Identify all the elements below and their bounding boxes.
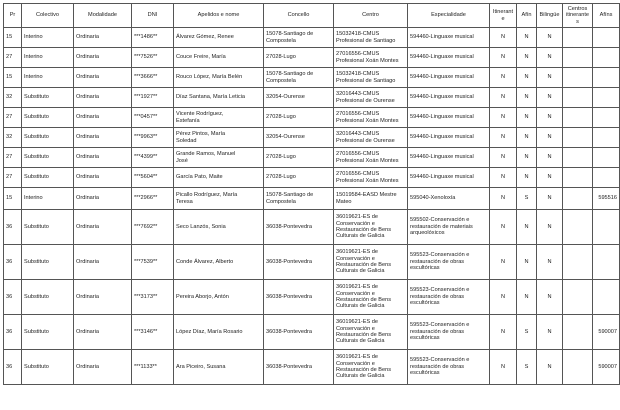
header-apelidos-nome: Apelidos e nome (174, 4, 264, 28)
cell-especialidade: 595040-Xenoloxía (408, 188, 490, 210)
header-dni: DNI (132, 4, 174, 28)
cell-modalidade: Ordinaria (74, 315, 132, 350)
cell-apelidos-nome: Pereira Aborjo, Antón (174, 280, 264, 315)
cell-pr: 36 (4, 315, 22, 350)
cell-dni: ***3173** (132, 280, 174, 315)
cell-centro: 36019621-ES de Conservación e Restauración de Bens Culturais de Galicia (334, 315, 408, 350)
cell-concello: 36038-Pontevedra (264, 210, 334, 245)
cell-apelidos-nome: Díaz Santana, María Leticia (174, 88, 264, 108)
cell-centro: 36019621-ES de Conservación e Restauración de Bens Culturais de Galicia (334, 210, 408, 245)
table-row (4, 68, 620, 88)
cell-pr: 36 (4, 350, 22, 385)
cell-centro: 32016443-CMUS Profesional de Ourense (334, 88, 408, 108)
cell-dni: ***1927** (132, 88, 174, 108)
cell-colectivo: Substituto (22, 315, 74, 350)
cell-centros-itinerantes (563, 315, 593, 350)
cell-bilingue: N (537, 280, 563, 315)
cell-itinerante: N (490, 210, 517, 245)
cell-especialidade: 595502-Conservación e restauración de materiais arqueolóxicos (408, 210, 490, 245)
cell-dni: ***7526** (132, 48, 174, 68)
cell-afins: 590007 (593, 350, 620, 385)
cell-especialidade: 595523-Conservación e restauración de obras escultóricas (408, 245, 490, 280)
table-row (4, 315, 620, 350)
cell-concello: 36038-Pontevedra (264, 280, 334, 315)
cell-pr: 36 (4, 210, 22, 245)
cell-centro: 27016556-CMUS Profesional Xoán Montes (334, 48, 408, 68)
cell-bilingue: N (537, 48, 563, 68)
cell-centros-itinerantes (563, 350, 593, 385)
header-centro: Centro (334, 4, 408, 28)
cell-concello: 36038-Pontevedra (264, 315, 334, 350)
cell-dni: ***0457** (132, 108, 174, 128)
cell-itinerante: N (490, 148, 517, 168)
cell-bilingue: N (537, 88, 563, 108)
cell-bilingue: N (537, 168, 563, 188)
cell-afin: N (517, 88, 537, 108)
header-pr: Pr (4, 4, 22, 28)
header-centros-itinerantes: Centros itinerantes (563, 4, 593, 28)
cell-afins (593, 210, 620, 245)
cell-afin: N (517, 280, 537, 315)
cell-centros-itinerantes (563, 245, 593, 280)
cell-especialidade: 594460-Linguaxe musical (408, 148, 490, 168)
cell-colectivo: Interino (22, 48, 74, 68)
cell-concello: 15078-Santiago de Compostela (264, 68, 334, 88)
cell-itinerante: N (490, 128, 517, 148)
cell-centros-itinerantes (563, 68, 593, 88)
cell-pr: 36 (4, 280, 22, 315)
cell-bilingue: N (537, 188, 563, 210)
cell-dni: ***4399** (132, 148, 174, 168)
cell-concello: 32054-Ourense (264, 128, 334, 148)
cell-modalidade: Ordinaria (74, 188, 132, 210)
cell-modalidade: Ordinaria (74, 168, 132, 188)
cell-dni: ***7539** (132, 245, 174, 280)
cell-centro: 36019621-ES de Conservación e Restauración de Bens Culturais de Galicia (334, 350, 408, 385)
cell-itinerante: N (490, 28, 517, 48)
cell-dni: ***3146** (132, 315, 174, 350)
cell-colectivo: Substituto (22, 350, 74, 385)
cell-pr: 15 (4, 68, 22, 88)
header-colectivo: Colectivo (22, 4, 74, 28)
cell-concello: 32054-Ourense (264, 88, 334, 108)
table-row (4, 148, 620, 168)
cell-colectivo: Substituto (22, 108, 74, 128)
cell-apelidos-nome: Seco Lanzós, Sonia (174, 210, 264, 245)
cell-modalidade: Ordinaria (74, 350, 132, 385)
cell-apelidos-nome: Rouco López, María Belén (174, 68, 264, 88)
cell-colectivo: Interino (22, 28, 74, 48)
cell-concello: 27028-Lugo (264, 168, 334, 188)
cell-concello: 15078-Santiago de Compostela (264, 188, 334, 210)
table-row (4, 168, 620, 188)
cell-pr: 27 (4, 48, 22, 68)
cell-centro: 15032418-CMUS Profesional de Santiago (334, 68, 408, 88)
cell-especialidade: 595523-Conservación e restauración de obras escultóricas (408, 315, 490, 350)
header-concello: Concello (264, 4, 334, 28)
cell-afins (593, 88, 620, 108)
cell-apelidos-nome: Pérez Pintos, María Soledad (174, 128, 264, 148)
cell-colectivo: Substituto (22, 245, 74, 280)
cell-especialidade: 594460-Linguaxe musical (408, 108, 490, 128)
cell-centros-itinerantes (563, 148, 593, 168)
cell-dni: ***3666** (132, 68, 174, 88)
cell-afin: S (517, 315, 537, 350)
assignments-table (3, 3, 620, 385)
cell-centro: 15032418-CMUS Profesional de Santiago (334, 28, 408, 48)
cell-centros-itinerantes (563, 128, 593, 148)
table-row (4, 108, 620, 128)
cell-centros-itinerantes (563, 48, 593, 68)
cell-afins (593, 168, 620, 188)
cell-itinerante: N (490, 280, 517, 315)
cell-centro: 36019621-ES de Conservación e Restauración de Bens Culturais de Galicia (334, 245, 408, 280)
cell-dni: ***7692** (132, 210, 174, 245)
cell-colectivo: Substituto (22, 128, 74, 148)
cell-dni: ***9963** (132, 128, 174, 148)
cell-modalidade: Ordinaria (74, 280, 132, 315)
cell-modalidade: Ordinaria (74, 68, 132, 88)
cell-apelidos-nome: Grande Ramos, Manuel José (174, 148, 264, 168)
cell-apelidos-nome: Vicente Rodríguez, Estefanía (174, 108, 264, 128)
cell-especialidade: 594460-Linguaxe musical (408, 88, 490, 108)
header-itinerante: Itinerante (490, 4, 517, 28)
cell-afins (593, 280, 620, 315)
cell-afin: S (517, 350, 537, 385)
cell-bilingue: N (537, 108, 563, 128)
cell-modalidade: Ordinaria (74, 148, 132, 168)
cell-afins (593, 128, 620, 148)
header-modalidade: Modalidade (74, 4, 132, 28)
cell-afin: N (517, 128, 537, 148)
cell-modalidade: Ordinaria (74, 28, 132, 48)
cell-apelidos-nome: Ara Piceiro, Susana (174, 350, 264, 385)
cell-concello: 15078-Santiago de Compostela (264, 28, 334, 48)
table-row (4, 210, 620, 245)
cell-especialidade: 595523-Conservación e restauración de obras escultóricas (408, 280, 490, 315)
cell-afin: N (517, 68, 537, 88)
cell-concello: 27028-Lugo (264, 48, 334, 68)
header-bilingue: Bilingüe (537, 4, 563, 28)
cell-centro: 15019584-EASD Mestre Mateo (334, 188, 408, 210)
cell-afins (593, 68, 620, 88)
cell-bilingue: N (537, 128, 563, 148)
cell-dni: ***5604** (132, 168, 174, 188)
cell-dni: ***2966** (132, 188, 174, 210)
cell-centros-itinerantes (563, 210, 593, 245)
cell-dni: ***1133** (132, 350, 174, 385)
cell-afin: N (517, 108, 537, 128)
cell-colectivo: Substituto (22, 168, 74, 188)
cell-centro: 32016443-CMUS Profesional de Ourense (334, 128, 408, 148)
cell-dni: ***1486** (132, 28, 174, 48)
table-row (4, 350, 620, 385)
cell-itinerante: N (490, 68, 517, 88)
table-row (4, 128, 620, 148)
cell-bilingue: N (537, 245, 563, 280)
cell-bilingue: N (537, 148, 563, 168)
header-row (4, 4, 620, 28)
cell-colectivo: Substituto (22, 88, 74, 108)
cell-centro: 27016556-CMUS Profesional Xoán Montes (334, 168, 408, 188)
cell-afins (593, 148, 620, 168)
cell-modalidade: Ordinaria (74, 210, 132, 245)
cell-pr: 15 (4, 28, 22, 48)
cell-afins (593, 28, 620, 48)
cell-especialidade: 594460-Linguaxe musical (408, 48, 490, 68)
cell-pr: 27 (4, 148, 22, 168)
cell-modalidade: Ordinaria (74, 245, 132, 280)
cell-centros-itinerantes (563, 88, 593, 108)
cell-bilingue: N (537, 68, 563, 88)
header-afins: Afíns (593, 4, 620, 28)
cell-colectivo: Substituto (22, 148, 74, 168)
cell-afin: N (517, 148, 537, 168)
cell-concello: 36038-Pontevedra (264, 350, 334, 385)
cell-pr: 32 (4, 88, 22, 108)
cell-concello: 27028-Lugo (264, 148, 334, 168)
cell-bilingue: N (537, 315, 563, 350)
cell-afins (593, 48, 620, 68)
cell-centros-itinerantes (563, 188, 593, 210)
cell-centro: 36019621-ES de Conservación e Restauración de Bens Culturais de Galicia (334, 280, 408, 315)
cell-afins (593, 245, 620, 280)
cell-apelidos-nome: López Díaz, María Rosario (174, 315, 264, 350)
cell-bilingue: N (537, 350, 563, 385)
cell-especialidade: 594460-Linguaxe musical (408, 68, 490, 88)
cell-itinerante: N (490, 315, 517, 350)
cell-itinerante: N (490, 350, 517, 385)
table-row (4, 188, 620, 210)
table-row (4, 88, 620, 108)
cell-especialidade: 595523-Conservación e restauración de obras escultóricas (408, 350, 490, 385)
cell-afin: S (517, 188, 537, 210)
cell-apelidos-nome: Álvarez Gómez, Renee (174, 28, 264, 48)
cell-itinerante: N (490, 168, 517, 188)
cell-bilingue: N (537, 210, 563, 245)
cell-modalidade: Ordinaria (74, 108, 132, 128)
table-row (4, 48, 620, 68)
cell-pr: 32 (4, 128, 22, 148)
cell-apelidos-nome: Couce Freire, María (174, 48, 264, 68)
cell-afin: N (517, 28, 537, 48)
cell-itinerante: N (490, 245, 517, 280)
cell-afins (593, 108, 620, 128)
cell-apelidos-nome: Picallo Rodríguez, María Teresa (174, 188, 264, 210)
header-afin: Afín (517, 4, 537, 28)
cell-afin: N (517, 168, 537, 188)
cell-especialidade: 594460-Linguaxe musical (408, 168, 490, 188)
table-row (4, 28, 620, 48)
cell-colectivo: Substituto (22, 280, 74, 315)
cell-afin: N (517, 245, 537, 280)
cell-pr: 27 (4, 168, 22, 188)
table-row (4, 280, 620, 315)
cell-itinerante: N (490, 108, 517, 128)
cell-itinerante: N (490, 188, 517, 210)
cell-afins: 595516 (593, 188, 620, 210)
cell-centro: 27016556-CMUS Profesional Xoán Montes (334, 108, 408, 128)
cell-modalidade: Ordinaria (74, 88, 132, 108)
cell-concello: 36038-Pontevedra (264, 245, 334, 280)
cell-bilingue: N (537, 28, 563, 48)
cell-itinerante: N (490, 48, 517, 68)
cell-pr: 15 (4, 188, 22, 210)
header-especialidade: Especialidade (408, 4, 490, 28)
cell-modalidade: Ordinaria (74, 48, 132, 68)
cell-colectivo: Substituto (22, 210, 74, 245)
cell-pr: 36 (4, 245, 22, 280)
cell-centro: 27016556-CMUS Profesional Xoán Montes (334, 148, 408, 168)
cell-centros-itinerantes (563, 280, 593, 315)
cell-especialidade: 594460-Linguaxe musical (408, 28, 490, 48)
cell-modalidade: Ordinaria (74, 128, 132, 148)
cell-concello: 27028-Lugo (264, 108, 334, 128)
cell-itinerante: N (490, 88, 517, 108)
cell-centros-itinerantes (563, 108, 593, 128)
cell-centros-itinerantes (563, 168, 593, 188)
cell-pr: 27 (4, 108, 22, 128)
table-row (4, 245, 620, 280)
cell-apelidos-nome: Conde Álvarez, Alberto (174, 245, 264, 280)
cell-centros-itinerantes (563, 28, 593, 48)
cell-especialidade: 594460-Linguaxe musical (408, 128, 490, 148)
cell-afin: N (517, 210, 537, 245)
cell-colectivo: Interino (22, 188, 74, 210)
cell-colectivo: Interino (22, 68, 74, 88)
cell-afin: N (517, 48, 537, 68)
cell-apelidos-nome: García Pato, Maite (174, 168, 264, 188)
cell-afins: 590007 (593, 315, 620, 350)
